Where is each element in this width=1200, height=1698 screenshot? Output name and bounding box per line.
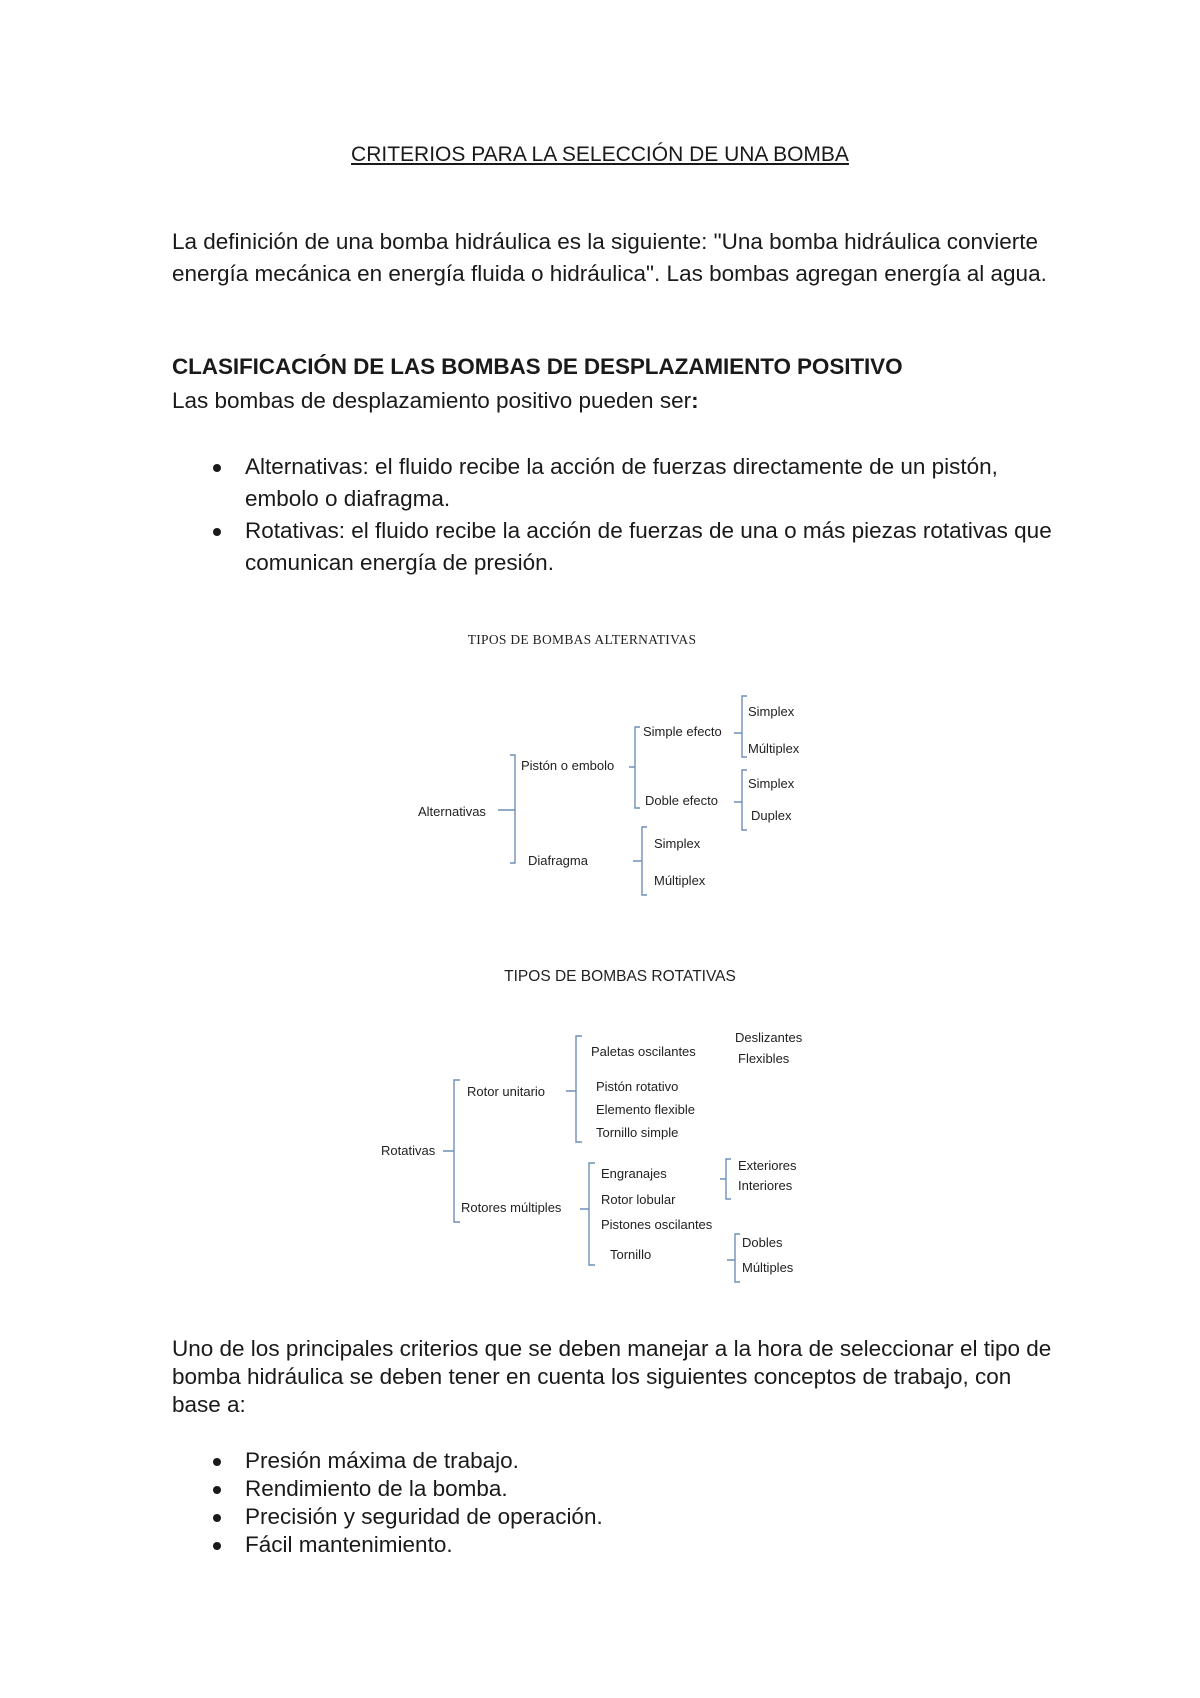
node-de-simplex: Simplex: [748, 776, 795, 791]
node-doble-efecto: Doble efecto: [645, 793, 718, 808]
node-pistones-oscilantes: Pistones oscilantes: [601, 1217, 713, 1232]
list-item: Rotativas: el fluido recibe la acción de fuerzas de una o más piezas rotativas que comunican energía de presión.: [172, 515, 1052, 579]
node-exteriores: Exteriores: [738, 1158, 797, 1173]
bracket-rotores-multiples: [580, 1163, 595, 1265]
node-rotores-multiples: Rotores múltiples: [461, 1200, 562, 1215]
node-simple-efecto: Simple efecto: [643, 724, 722, 739]
node-deslizantes: Deslizantes: [735, 1030, 803, 1045]
node-elemento-flexible: Elemento flexible: [596, 1102, 695, 1117]
node-rotor-lobular: Rotor lobular: [601, 1192, 676, 1207]
list-item: Presión máxima de trabajo.: [172, 1447, 1052, 1475]
criteria-list: [172, 1447, 1052, 1559]
bracket-engranajes: [720, 1159, 731, 1199]
diagram-rotativas-title: TIPOS DE BOMBAS ROTATIVAS: [504, 968, 736, 985]
diagram-alternativas-title: TIPOS DE BOMBAS ALTERNATIVAS: [467, 632, 697, 647]
criteria-paragraph: Uno de los principales criterios que se deben manejar a la hora de seleccionar el tipo de bomba hidráulica se deben tener en cuenta los siguientes conceptos de trabajo, con base a:: [172, 1336, 1052, 1417]
intro-paragraph: La definición de una bomba hidráulica es la siguiente: "Una bomba hidráulica convierte energía mecánica en energía fluida o hidráulica". Las bombas agregan energía al agua.: [172, 229, 1047, 286]
node-dia-simplex: Simplex: [654, 836, 701, 851]
node-piston-rotativo: Pistón rotativo: [596, 1079, 679, 1094]
node-dia-multiplex: Múltiplex: [654, 873, 706, 888]
node-dobles: Dobles: [742, 1235, 783, 1250]
node-flexibles: Flexibles: [738, 1051, 790, 1066]
list-item: Alternativas: el fluido recibe la acción de fuerzas directamente de un pistón, embolo o diafragma.: [172, 451, 1052, 515]
bracket-rotativas: [443, 1080, 460, 1222]
node-tornillo-simple: Tornillo simple: [596, 1125, 679, 1140]
classification-heading: CLASIFICACIÓN DE LAS BOMBAS DE DESPLAZAMIENTO POSITIVO: [172, 354, 903, 379]
node-paletas: Paletas oscilantes: [591, 1044, 696, 1059]
node-interiores: Interiores: [738, 1178, 793, 1193]
classification-lead-text: Las bombas de desplazamiento positivo pueden ser: [172, 388, 692, 413]
page-title: CRITERIOS PARA LA SELECCIÓN DE UNA BOMBA: [351, 143, 849, 166]
node-de-duplex: Duplex: [751, 808, 792, 823]
node-se-multiplex: Múltiplex: [748, 741, 800, 756]
node-tornillo: Tornillo: [610, 1247, 652, 1262]
node-piston: Pistón o embolo: [521, 758, 615, 773]
node-engranajes: Engranajes: [601, 1166, 667, 1181]
node-rotor-unitario: Rotor unitario: [467, 1084, 546, 1099]
bracket-rotor-unitario: [566, 1036, 582, 1142]
node-alternativas: Alternativas: [418, 804, 486, 819]
list-item: Fácil mantenimiento.: [172, 1531, 1052, 1559]
classification-lead-colon: :: [691, 388, 699, 413]
node-rotativas: Rotativas: [381, 1143, 436, 1158]
node-diafragma: Diafragma: [528, 853, 588, 868]
node-se-simplex: Simplex: [748, 704, 795, 719]
node-multiples: Múltiples: [742, 1260, 794, 1275]
list-item: Rendimiento de la bomba.: [172, 1475, 1052, 1503]
list-item: Precisión y seguridad de operación.: [172, 1503, 1052, 1531]
bracket-tornillo: [727, 1234, 740, 1282]
